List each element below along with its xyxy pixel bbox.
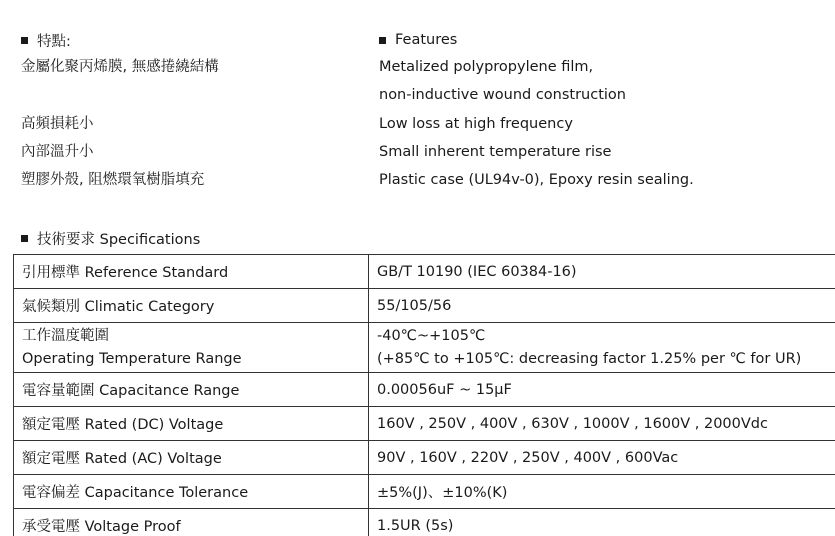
features-chinese (21, 30, 361, 194)
spec-value: 55/105/56 (369, 289, 835, 323)
spec-value: 160V , 250V , 400V , 630V , 1000V , 1600V , 2000Vdc (369, 407, 835, 441)
spec-key: 工作溫度範圍 Operating Temperature Range (14, 323, 369, 373)
table-row (14, 289, 835, 323)
spec-key: 額定電壓 Rated (AC) Voltage (14, 441, 369, 475)
spec-value: 0.00056uF ~ 15μF (369, 373, 835, 407)
spec-key: 氣候類別 Climatic Category (14, 289, 369, 323)
spec-value: 1.5UR (5s) (369, 509, 835, 536)
spec-key: 電容量範圍 Capacitance Range (14, 373, 369, 407)
table-row (14, 441, 835, 475)
spec-value: GB/T 10190 (IEC 60384-16) (369, 255, 835, 289)
spec-key: 額定電壓 Rated (DC) Voltage (14, 407, 369, 441)
specifications-table (13, 254, 835, 536)
spec-value: ±5%(J)、±10%(K) (369, 475, 835, 509)
feature-line: 塑膠外殼, 阻燃環氧樹脂填充 (21, 172, 205, 189)
table-row (14, 407, 835, 441)
feature-line: Small inherent temperature rise (379, 143, 612, 160)
features-heading-zh: 特點: (21, 30, 361, 50)
spec-value: -40℃~+105℃ (+85℃ to +105℃: decreasing factor 1.25% per ℃ for UR) (369, 323, 835, 373)
spec-key: 承受電壓 Voltage Proof (14, 509, 369, 536)
feature-line: 內部溫升小 (21, 143, 94, 160)
table-row (14, 323, 835, 373)
bullet-icon (379, 37, 386, 44)
features-english (379, 30, 829, 194)
feature-line: Metalized polypropylene film, (379, 59, 594, 75)
feature-line: Low loss at high frequency (379, 115, 573, 132)
feature-line: non-inductive wound construction (379, 87, 626, 104)
feature-line: 金屬化聚丙烯膜, 無感捲繞結構 (21, 59, 219, 75)
table-row (14, 373, 835, 407)
spec-value: 90V , 160V , 220V , 250V , 400V , 600Vac (369, 441, 835, 475)
features-heading-en: Features (379, 30, 829, 50)
feature-line: 高頻損耗小 (21, 115, 94, 132)
spec-key: 引用標準 Reference Standard (14, 255, 369, 289)
feature-line: Plastic case (UL94v-0), Epoxy resin sealing. (379, 172, 694, 189)
spec-key: 電容偏差 Capacitance Tolerance (14, 475, 369, 509)
specifications-heading: 技術要求 Specifications (21, 228, 200, 248)
bullet-icon (21, 235, 28, 242)
bullet-icon (21, 37, 28, 44)
table-row (14, 509, 835, 536)
table-row (14, 255, 835, 289)
feature-line (21, 81, 361, 109)
table-row (14, 475, 835, 509)
